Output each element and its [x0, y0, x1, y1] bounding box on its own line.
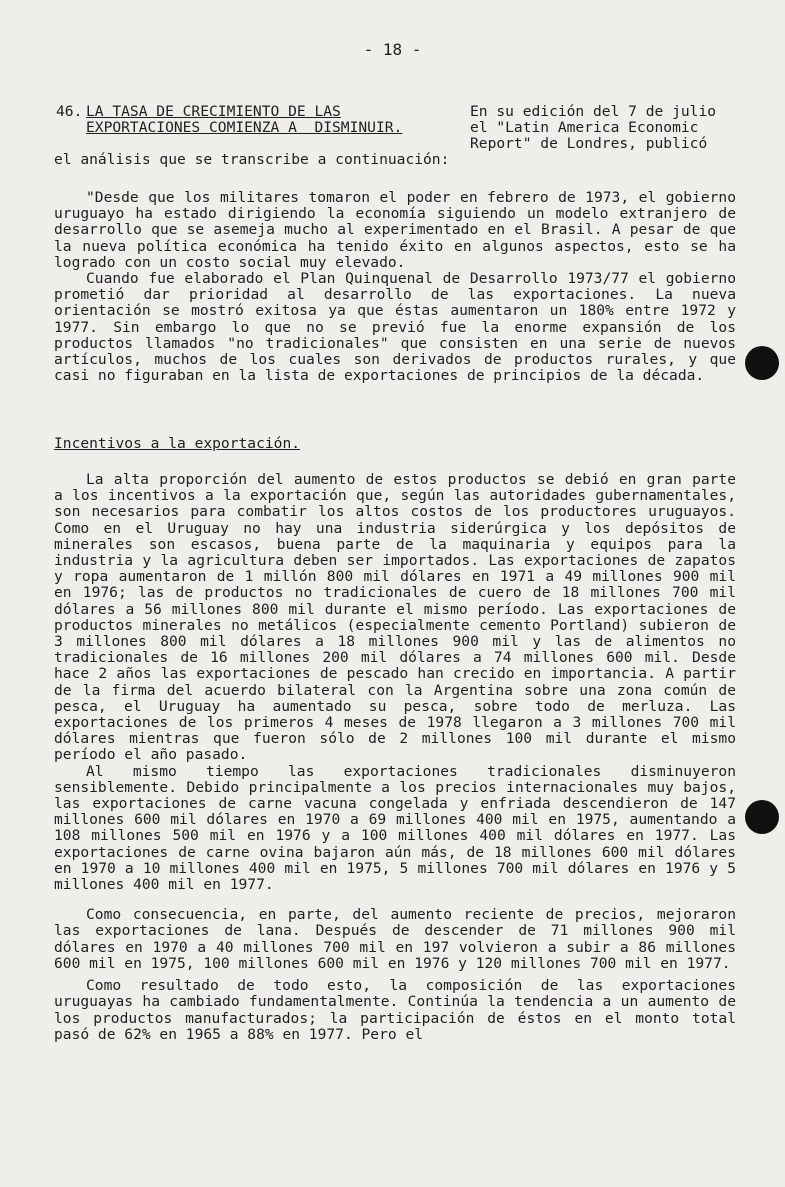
- punch-hole-bottom: [745, 800, 779, 834]
- section-title-line-1: LA TASA DE CRECIMIENTO DE LAS: [86, 103, 341, 120]
- quote-paragraph-1: "Desde que los militares tomaron el poder en febrero de 1973, el gobierno uruguayo ha estado dirigiendo la economía siguiendo un modelo extranjero de desarrollo que se asemeja mucho al experimentado en el Brasil. A pesar de que la nueva política económica ha tenido éxito en algunos aspectos, esto se ha logrado con un costo social muy elevado.: [54, 189, 736, 271]
- body-paragraph-4: Como resultado de todo esto, la composición de las exportaciones uruguayas ha cambiado fundamentalmente. Continúa la tendencia a un aumento de los productos manufacturados; la participación de éstos en el monto total pasó de 62% en 1965 a 88% en 1977. Pero el: [54, 977, 736, 1043]
- quote-paragraph-2: Cuando fue elaborado el Plan Quinquenal de Desarrollo 1973/77 el gobierno prometió dar prioridad al desarrollo de las exportaciones. La nueva orientación se mostró exitosa ya que éstas aumentaron un 180% entre 1972 y 1977. Sin embargo lo que no se previó fue la enorme expansión de los productos llamados "no tradicionales" que consisten en una serie de nuevos artículos, muchos de los cuales son derivados de productos rurales, y que casi no figuraban en la lista de exportaciones de principios de la década.: [54, 270, 736, 385]
- body-paragraph-2: Al mismo tiempo las exportaciones tradicionales disminuyeron sensiblemente. Debido principalmente a los precios internacionales muy bajos, las exportaciones de carne vacuna congelada y enfriada descendieron de 147 millones 600 mil dólares en 1970 a 69 millones 400 mil en 1975, aumentando a 108 millones 500 mil en 1976 y a 100 millones 400 mil dólares en 1977. Las exportaciones de carne ovina bajaron aún más, de 18 millones 600 mil dólares en 1970 a 10 millones 400 mil en 1975, 5 millones 700 mil dólares en 1976 y 5 millones 400 mil en 1977.: [54, 762, 736, 894]
- punch-hole-top: [745, 346, 779, 380]
- subheading: Incentivos a la exportación.: [54, 435, 301, 452]
- body-paragraph-1: La alta proporción del aumento de estos productos se debió en gran parte a los incentivos a la exportación que, según las autoridades gubernamentales, son necesarios para combatir los altos costos de los productores uruguayos. Como en el Uruguay no hay una industria siderúrgica y los depósitos de minerales son escasos, buena parte de la maquinaria y equipos para la industria y la agricultura deben ser importados. Las exportaciones de zapatos y ropa aumentaron de 1 millón 800 mil dólares en 1971 a 49 millones 900 mil en 1976; las de productos no tradicionales de cuero de 18 millones 700 mil dólares a 56 millones 800 mil durante el mismo período. Las exportaciones de productos minerales no metálicos (especialmente cemento Portland) subieron de 3 millones 800 mil dólares a 18 millones 900 mil y las de alimentos no tradicionales de 16 millones 200 mil dólares a 74 millones 600 mil. Desde hace 2 años las exportaciones de pescado han crecido en importancia. A partir de la firma del acuerdo bilateral con la Argentina sobre una zona común de pesca, el Uruguay ha aumentado su pesca, sobre todo de merluza. Las exportaciones de los primeros 4 meses de 1978 llegaron a 3 millones 700 mil dólares mientras que fueron sólo de 2 millones 100 mil durante el mismo período el año pasado.: [54, 471, 736, 764]
- section-intro: el análisis que se transcribe a continuación:: [54, 151, 450, 168]
- section-title-line-2: EXPORTACIONES COMIENZA A DISMINUIR.: [86, 119, 403, 136]
- page-number: - 18 -: [363, 40, 422, 59]
- section-right-line-1: En su edición del 7 de julio: [470, 103, 717, 120]
- quote-block: [54, 190, 736, 384]
- body-block: [54, 472, 736, 1043]
- section-number: 46.: [56, 103, 83, 120]
- section-right-line-2: el "Latin America Economic: [470, 119, 699, 136]
- section-right-line-3: Report" de Londres, publicó: [470, 135, 708, 152]
- body-paragraph-3: Como consecuencia, en parte, del aumento reciente de precios, mejoraron las exportaciones de lana. Después de descender de 71 millones 900 mil dólares en 1970 a 40 millones 700 mil en 197 volvieron a subir a 86 millones 600 mil en 1975, 100 millones 600 mil en 1976 y 120 millones 700 mil en 1977.: [54, 906, 736, 972]
